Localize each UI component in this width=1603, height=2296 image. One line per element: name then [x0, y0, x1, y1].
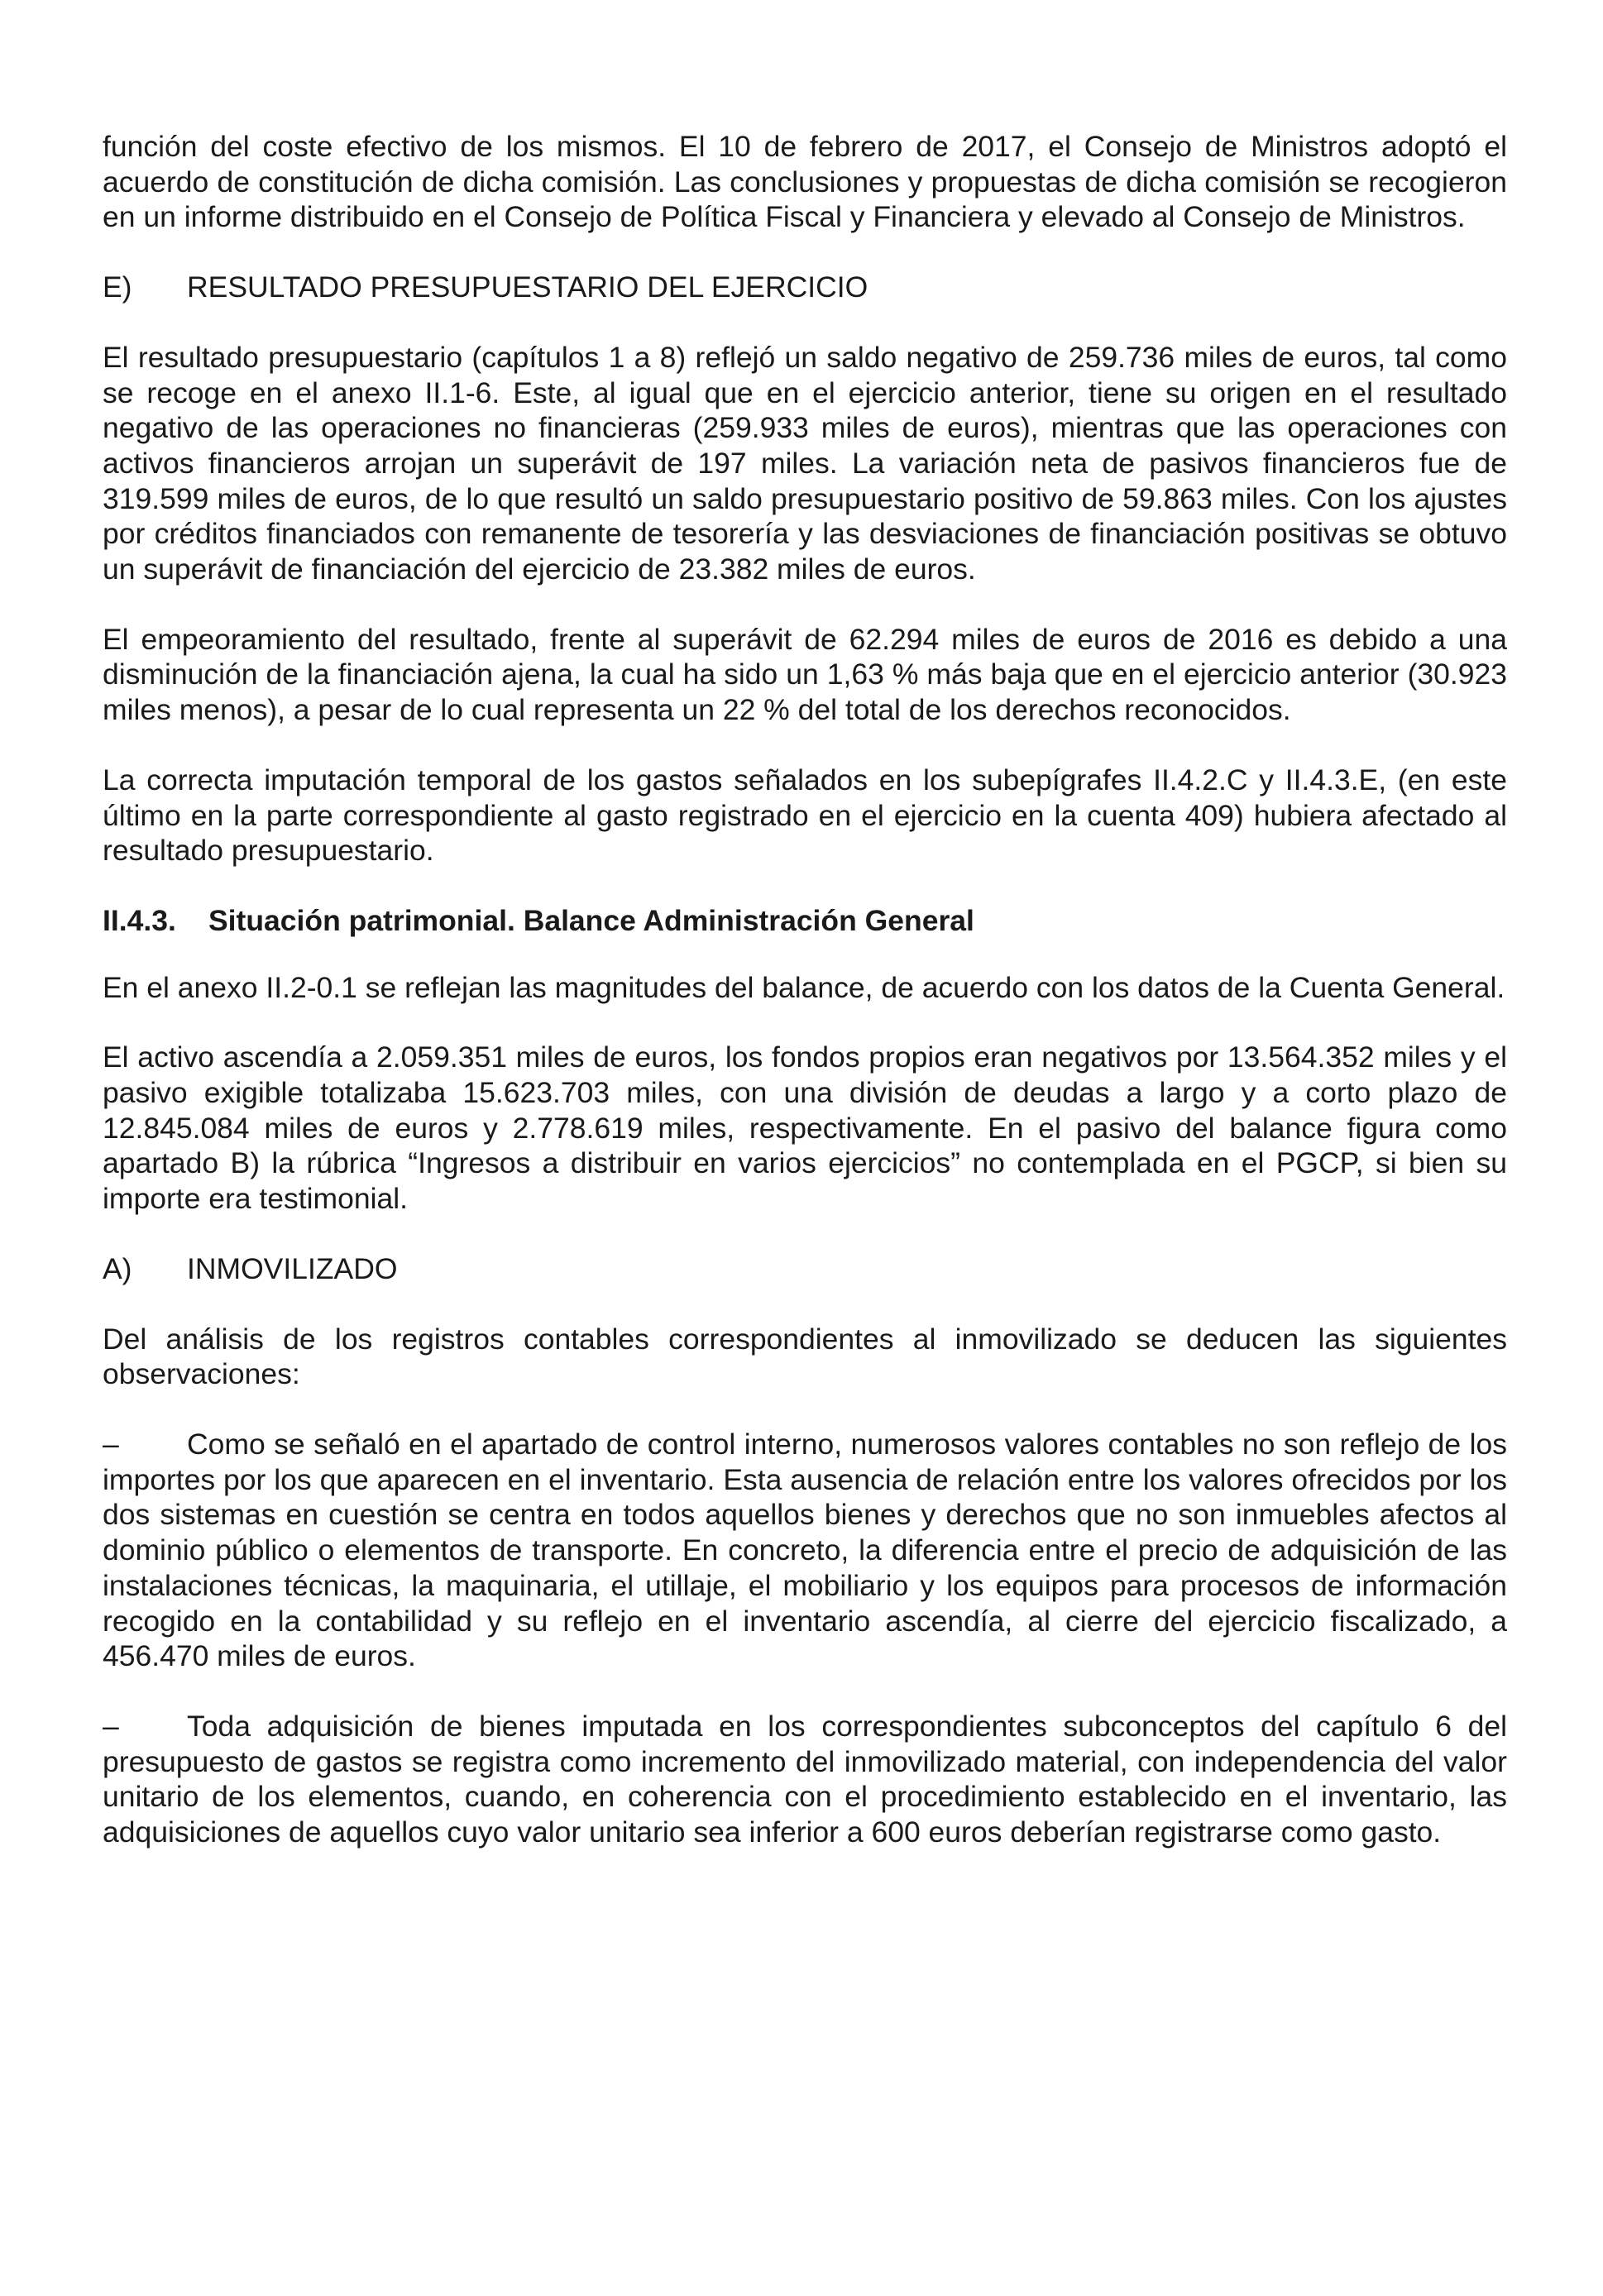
- bullet-text: Como se señaló en el apartado de control interno, numerosos valores contables no son reflejo de los importes por los que aparecen en el inventario. Esta ausencia de relación entre los valores ofrecidos por los dos sistemas en cuestión se centra en todos aquellos bienes y derechos que no son inmuebles afectos al dominio público o elementos de transporte. En concreto, la diferencia entre el precio de adquisición de las instalaciones técnicas, la maquinaria, el utillaje, el mobiliario y los equipos para procesos de información recogido en la contabilidad y su reflejo en el inventario ascendía, al cierre del ejercicio fiscalizado, a 456.470 miles de euros.: [103, 1427, 1507, 1673]
- dash-bullet: –: [103, 1709, 119, 1743]
- paragraph-intro: función del coste efectivo de los mismos. El 10 de febrero de 2017, el Consejo de Ministros adoptó el acuerdo de constitución de dicha comisión. Las conclusiones y propuestas de dicha comisión se recogieron en un informe distribuido en el Consejo de Política Fiscal y Financiera y elevado al Consejo de Ministros.: [103, 130, 1507, 234]
- section-title: RESULTADO PRESUPUESTARIO DEL EJERCICIO: [187, 270, 868, 304]
- subsection-number: II.4.3.: [103, 903, 176, 937]
- section-heading-e: [103, 270, 1507, 305]
- paragraph-activo: El activo ascendía a 2.059.351 miles de euros, los fondos propios eran negativos por 13.564.352 miles y el pasivo exigible totalizaba 15.623.703 miles, con una división de deudas a largo y a corto plazo de 12.845.084 miles de euros y 2.778.619 miles, respectivamente. En el pasivo del balance figura como apartado B) la rúbrica “Ingresos a distribuir en varios ejercicios” no contemplada en el PGCP, si bien su importe era testimonial.: [103, 1040, 1507, 1216]
- bullet-item-adquisicion: [103, 1709, 1507, 1850]
- subsection-title: Situación patrimonial. Balance Administración General: [208, 903, 974, 937]
- document-page: [103, 129, 1507, 1850]
- subsection-heading: [103, 903, 1507, 939]
- paragraph-analisis: Del análisis de los registros contables correspondientes al inmovilizado se deducen las siguientes observaciones:: [103, 1322, 1507, 1391]
- bullet-item-control: [103, 1427, 1507, 1674]
- paragraph-anexo: En el anexo II.2-0.1 se reflejan las magnitudes del balance, de acuerdo con los datos de la Cuenta General.: [103, 970, 1505, 1004]
- bullet-text: Toda adquisición de bienes imputada en los correspondientes subconceptos del capítulo 6 del presupuesto de gastos se registra como incremento del inmovilizado material, con independencia del valor unitario de los elementos, cuando, en coherencia con el procedimiento establecido en el inventario, las adquisiciones de aquellos cuyo valor unitario sea inferior a 600 euros deberían registrarse como gasto.: [103, 1709, 1507, 1849]
- paragraph-empeoramiento: El empeoramiento del resultado, frente al superávit de 62.294 miles de euros de 2016 es debido a una disminución de la financiación ajena, la cual ha sido un 1,63 % más baja que en el ejercicio anterior (30.923 miles menos), a pesar de lo cual representa un 22 % del total de los derechos reconocidos.: [103, 622, 1507, 727]
- section-letter: E): [103, 270, 132, 304]
- section-letter: A): [103, 1251, 132, 1285]
- dash-bullet: –: [103, 1427, 119, 1461]
- paragraph-resultado: El resultado presupuestario (capítulos 1 a 8) reflejó un saldo negativo de 259.736 miles de euros, tal como se recoge en el anexo II.1-6. Este, al igual que en el ejercicio anterior, tiene su origen en el resultado negativo de las operaciones no financieras (259.933 miles de euros), mientras que las operaciones con activos financieros arrojan un superávit de 197 miles. La variación neta de pasivos financieros fue de 319.599 miles de euros, de lo que resultó un saldo presupuestario positivo de 59.863 miles. Con los ajustes por créditos financiados con remanente de tesorería y las desviaciones de financiación positivas se obtuvo un superávit de financiación del ejercicio de 23.382 miles de euros.: [103, 340, 1507, 586]
- section-heading-a: [103, 1251, 1507, 1287]
- paragraph-imputacion: La correcta imputación temporal de los gastos señalados en los subepígrafes II.4.2.C y II.4.3.E, (en este último en la parte correspondiente al gasto registrado en el ejercicio en la cuenta 409) hubiera afectado al resultado presupuestario.: [103, 763, 1507, 868]
- section-title: INMOVILIZADO: [187, 1251, 398, 1285]
